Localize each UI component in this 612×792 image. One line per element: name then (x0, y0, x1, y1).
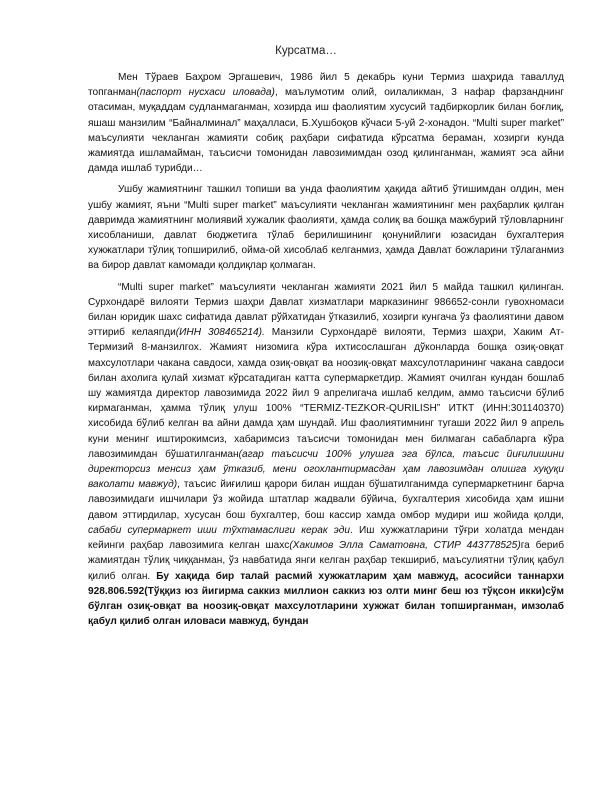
p3-italic-inn: (ИНН 308465214). (175, 327, 265, 339)
document-body (88, 70, 564, 635)
document-title: Курсатма… (275, 45, 337, 57)
p3-italic-person: (Хакимов Элла Саматовна, СТИР 443778525) (289, 540, 521, 552)
p1-text-a: Мен Тўраев Баҳром Эргашевич, 1986 йил 5 декабрь куни Термиз шаҳрида таваллуд топганман (88, 72, 564, 99)
p1-italic-note: (паспорт нусхаси иловада) (136, 87, 275, 99)
p3-text-a: “Multi super market” маъсулияти чекланган жамияти 2021 йил 5 майда ташкил қилинган. Сурхондарё вилояти Термиз шаҳри Давлат хизматлари марказининг 986652-сонли гувохномаси билан юридик шахс сифатида давлат рўйхатидан ўтказилиб, хозирги кунгача ўз фаолиятини давом эттириб келаяпди (88, 281, 564, 339)
p3-text-i: га бериб жамиятдан тўлиқ чиққанман, ўз навбатида янги келган раҳбар текшириб, маъсулиятни тўлиқ қабул қилиб олган. (88, 540, 564, 582)
p3-text-g: . Иш хужжатларини тўғри холатда мендан кейинги раҳбар лавозимига келган шахс (88, 524, 564, 552)
paragraph-2: Ушбу жамиятнинг ташкил топиши ва унда фаолиятим ҳақида айтиб ўтишимдан олдин, мен ушбу жамият, яъни “Multi super market” маъсулияти чекланган жамиятининг мен раҳбарлик қилган давримда жамиятнинг молиявий хужалик фаолияти, ҳамда солиқ ва бошқа мажбурий тўловларнинг хисобланиши, давлат бюджетига тўлаб берилишининг қонунийлиги юзасидан бухгалтерия хужжатлари тўлиқ топширилиб, ойма-ой хисоблаб келганмиз, ҳамда Давлат божларини тўлаганмиз ва бирор давлат камомади қолдиқлар қолмаган. (88, 184, 564, 272)
p3-bold-statement: Бу хақида бир талай расмий хужжатларим ҳам мавжуд, асосийси таннархи 928.806.592(Тўққиз юз йигирма саккиз миллион саккиз юз олти минг беш юз тўқсон икки)сўм бўлган озиқ-овқат ва ноозиқ-овқат махсулотларини хужжат билан топширганман, имзолаб қабул қилиб олган иловаси мавжуд, бундан (88, 570, 564, 628)
p3-text-c: Манзили Сурхондарё вилояти, Термиз шаҳри, Хаким Ат-Термизий 8-манзилгох. Жамият низомига кўра ихтисослашган дўконларда бошқа озиқ-овқат махсулотлари чакана савдоси, хамда озиқ-овқат ва ноозиқ-овқат махсулотларининг чакана савдоси билан ахолига қулай хизмат кўрсатадиган катта супермаркетдир. Жамият очилган кундан бошлаб шу жамиятда директор лавозимида 2022 йил 9 апрелигача ишлаб келдим, аммо таъсисчи бўлиб кирмаганман, ҳамма тўлиқ улуш 100% “TERMIZ-TEZKOR-QURILISH” ИТКТ (ИНН:301140370) хисобида бўлиб келган ва айни дамда ҳам шундай. Иш фаолиятимнинг тугаши 2022 йил 9 апрель куни менинг иштирокимсиз, хабаримсиз таъсисчи томонидан мен билмаган сабабларга кўра лавозимимдан бўшатилганман (88, 327, 564, 460)
p3-italic-reason: сабаби супермаркет иши тўхтамаслиги керак эди (88, 524, 351, 536)
p3-italic-note: (агар таъсисчи 100% улушга эга бўлса, таъсис йиғилишини директорсиз менсиз ҳам ўтказиб, мени огохлантирмасдан ҳам лавозимдан олишга хуқуқи ваколати мавжуд) (88, 448, 564, 491)
paragraph-1 (88, 70, 564, 176)
paragraph-3 (88, 280, 564, 630)
p1-text-c: , маълумотим олий, оилаликман, 3 нафар фарзанднинг отасиман, муқаддам судланмаганман, хозирда иш фаолиятим хусусий тадбиркорлик билан боғлиқ, яшаш манзилим “Байналминал” маҳалласи, Б.Хушбоқов кўчаси 5-уй 2-хонадон. “Multi super market” маъсулияти чекланган жамияти собиқ раҳбари сифатида кўрсатма бераман, хозирги кунда жамиятда ишламайман, таъсисчи томонидан лавозимимдан озод қилинганман, жамият эса айни дамда ишлаб турибди… (88, 87, 565, 175)
p3-text-e: , таъсис йиғилиш қарори билан ишдан бўшатилганимда супермаркетнинг барча лавозимидаги ишчилари ўз жойида штатлар жадвали бўйича, бухгалтерия хисобида ҳам ишни давом эттирдилар, хусусан бош бухгалтер, бош кассир хамда омбор мудири иш жойида қолди, (88, 479, 564, 521)
